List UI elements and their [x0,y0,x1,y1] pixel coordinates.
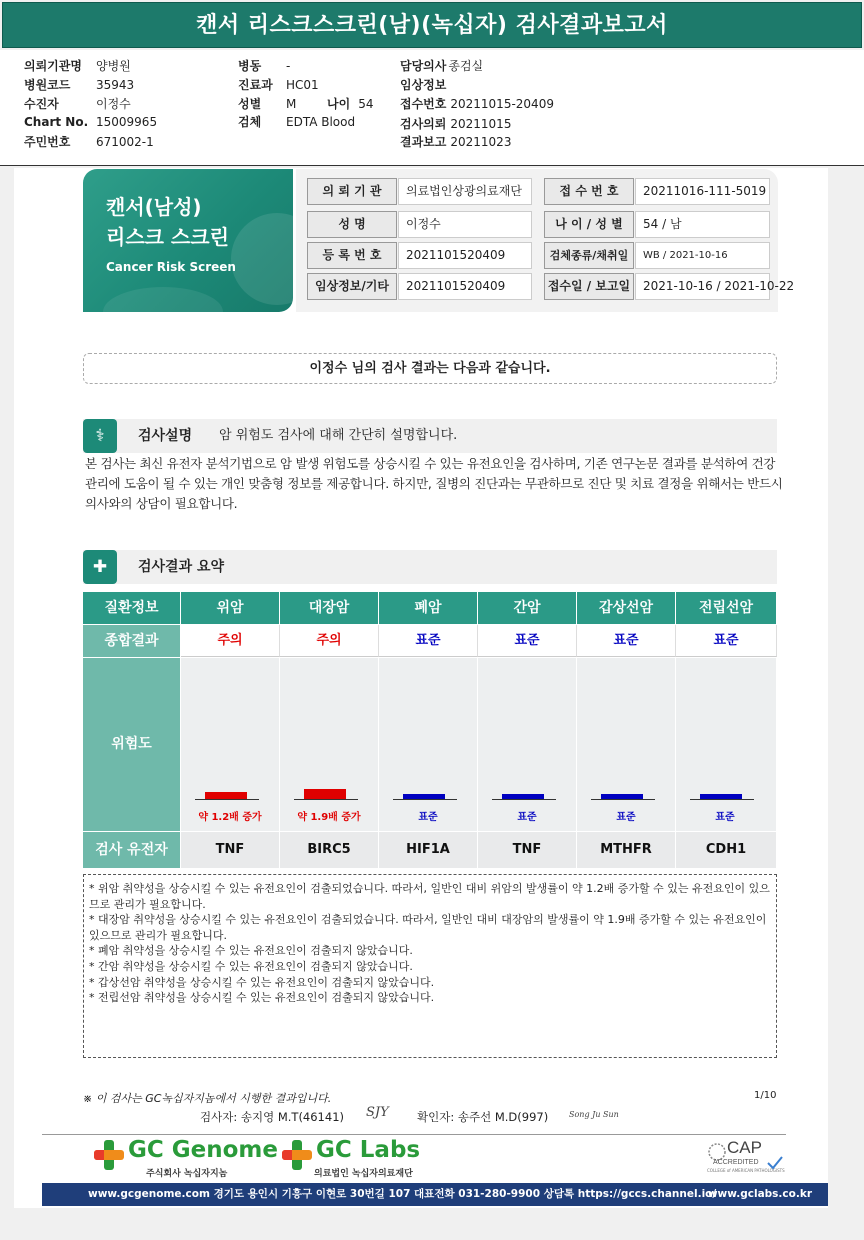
info-value: 2021101520409 [398,242,532,269]
risk-label: 약 1.9배 증가 [297,812,361,823]
gene-name: BIRC5 [280,832,379,868]
banner-decoration [103,287,223,312]
header-field-age: 나이 54 [327,97,374,111]
gene-name: TNF [181,832,280,868]
header-field: Chart No. 15009965 [24,115,158,129]
report-sheet [14,168,828,1208]
page-number: 1/10 [754,1090,777,1101]
info-label: 접 수 번 호 [544,178,634,205]
note-line: * 간암 취약성을 상승시킬 수 있는 유전요인이 검출되지 않았습니다. [89,959,413,973]
performed-by-note: ※ 이 검사는 GC녹십자지놈에서 시행한 결과입니다. [83,1092,332,1105]
footer-website-link[interactable]: www.gclabs.co.kr [707,1188,812,1200]
row-label: 위험도 [83,658,181,831]
risk-baseline [393,799,457,800]
banner-subtitle: Cancer Risk Screen [106,260,236,274]
risk-baseline [492,799,556,800]
risk-bar [403,794,445,799]
risk-bar [601,794,643,799]
info-value: 54 / 남 [635,211,770,238]
gene-name: CDH1 [676,832,777,868]
risk-baseline [690,799,754,800]
result-notes [83,874,777,1058]
info-value: 2021101520409 [398,273,532,300]
note-line: * 대장암 취약성을 상승시킬 수 있는 유전요인이 검출되었습니다. 따라서, 일반인 대비 대장암의 발생률이 약 1.9배 증가할 수 있는 유전요인이 있으므로 관리가 필요합니다. [89,913,767,942]
risk-chart-cell [577,658,676,831]
info-value: WB / 2021-10-16 [635,242,770,269]
inspector-signature: SJY [366,1105,389,1120]
table-row-disease [83,592,777,624]
inspector: 검사자: 송지영 M.T(46141) [200,1110,344,1124]
risk-chart-cell [181,658,280,831]
row-label: 종합결과 [83,625,181,657]
gene-name: MTHFR [577,832,676,868]
risk-baseline [591,799,655,800]
confirmer: 확인자: 송주선 M.D(997) [417,1110,549,1124]
risk-label: 표준 [418,812,438,823]
info-label: 임상정보/기타 [307,273,397,300]
info-label: 접수일 / 보고일 [544,273,634,300]
header-field: 병동 - [238,59,291,73]
banner-decoration [231,213,293,305]
overall-result: 표준 [577,625,676,657]
cap-subtitle: ACCREDITED [713,1159,759,1166]
info-label: 의 뢰 기 관 [307,178,397,205]
overall-result: 주의 [181,625,280,657]
result-notice: 이정수 님의 검사 결과는 다음과 같습니다. [83,353,777,384]
header-field: 접수번호 20211015-20409 [400,97,554,111]
section-explanation-header [83,419,777,453]
note-line: * 전립선암 취약성을 상승시킬 수 있는 유전요인이 검출되지 않았습니다. [89,991,435,1005]
disease-header: 전립선암 [676,592,777,624]
table-row-risk [83,658,777,831]
section-summary-header [83,550,777,584]
note-line: * 갑상선암 취약성을 상승시킬 수 있는 유전요인이 검출되지 않았습니다. [89,975,435,989]
disease-header: 위암 [181,592,280,624]
header-field: 결과보고 20211023 [400,135,512,149]
disease-header: 간암 [478,592,577,624]
report-title: 캔서 리스크스크린(남)(녹십자) 검사결과보고서 [2,2,862,48]
section-title: 검사설명 [138,428,193,444]
header-field: 주민번호 671002-1 [24,135,154,149]
section-title: 검사결과 요약 [138,559,225,575]
gene-name: TNF [478,832,577,868]
footer-divider [42,1134,786,1135]
risk-chart-cell [280,658,379,831]
overall-result: 표준 [379,625,478,657]
cap-accredited-logo [707,1140,787,1176]
gc-labs-company: 의료법인 녹십자의료재단 [314,1169,413,1179]
gc-cross-logo-icon [282,1140,312,1170]
table-row-gene [83,832,777,868]
header-field: 의뢰기관명 양병원 [24,59,131,73]
header-field: 담당의사 종검실 [400,59,484,73]
info-value: 이정수 [398,211,532,238]
gc-genome-logo: GC Genome [128,1137,278,1163]
risk-chart-cell [379,658,478,831]
cap-title: CAP [727,1138,762,1157]
risk-label: 표준 [517,812,537,823]
gc-genome-company: 주식회사 녹십자지놈 [146,1169,228,1179]
header-field: 진료과 HC01 [238,78,319,92]
overall-result: 주의 [280,625,379,657]
disease-header: 갑상선암 [577,592,676,624]
disease-header: 대장암 [280,592,379,624]
overall-result: 표준 [478,625,577,657]
risk-baseline [294,799,358,800]
footer-bar [42,1183,828,1206]
header-field: 검체 EDTA Blood [238,115,356,129]
info-label: 나 이 / 성 별 [544,211,634,238]
gene-name: HIF1A [379,832,478,868]
risk-label: 표준 [616,812,636,823]
row-label: 질환정보 [83,592,181,624]
section-subtitle: 암 위험도 검사에 대해 간단히 설명합니다. [219,428,458,443]
header-field: 임상정보 [400,78,447,92]
info-value: 20211016-111-5019 [635,178,770,205]
header-field: 수진자 이정수 [24,97,131,111]
risk-chart-cell [478,658,577,831]
info-value: 의료법인상광의료재단 [398,178,532,205]
banner-title-line1: 캔서(남성) [106,195,202,219]
info-label: 성 명 [307,211,397,238]
info-value: 2021-10-16 / 2021-10-22 [635,273,770,300]
cap-tiny: COLLEGE of AMERICAN PATHOLOGISTS [707,1168,785,1173]
footer-address: www.gcgenome.com 경기도 용인시 기흥구 이현로 30번길 107 대표전화 031-280-9900 상담톡 https://gccs.channel.io/ [88,1188,717,1200]
gc-labs-logo: GC Labs [316,1137,421,1163]
note-line: * 위암 취약성을 상승시킬 수 있는 유전요인이 검출되었습니다. 따라서, 일반인 대비 위암의 발생률이 약 1.2배 증가할 수 있는 유전요인이 있으므로 관리가 필요합니다. [89,882,770,911]
header-field: 성별 M [238,97,297,111]
info-label: 등 록 번 호 [307,242,397,269]
risk-bar [700,794,742,799]
check-mark-icon [767,1156,783,1170]
risk-baseline [195,799,259,800]
risk-chart-cell [676,658,777,831]
risk-label: 표준 [715,812,735,823]
overall-result: 표준 [676,625,777,657]
folder-plus-icon: ✚ [83,550,117,584]
header-field: 검사의뢰 20211015 [400,117,512,131]
table-row-result [83,625,777,657]
gc-cross-logo-icon [94,1140,124,1170]
note-line: * 폐암 취약성을 상승시킬 수 있는 유전요인이 검출되지 않았습니다. [89,944,413,958]
banner-title-line2: 리스크 스크린 [106,225,229,249]
risk-bar [205,792,247,799]
section-explanation-body: 본 검사는 최신 유전자 분석기법으로 암 발생 위험도를 상승시킬 수 있는 유전요인을 검사하며, 기존 연구논문 결과를 분석하여 건강 관리에 도움이 될 수 있는 개인 맞춤형 정보를 제공합니다. 하지만, 질병의 진단과는 무관하므로 진단 및 치료 결정을 위해서는 반드시 의사와의 상담이 필요합니다. [85,456,783,511]
patient-info-box [296,169,795,312]
risk-bar [304,789,346,799]
risk-label: 약 1.2배 증가 [198,812,262,823]
test-banner [83,169,293,312]
risk-bar [502,794,544,799]
header-info [0,50,864,166]
disease-header: 폐암 [379,592,478,624]
stethoscope-icon: ⚕ [83,419,117,453]
confirmer-signature: Song Ju Sun [569,1110,619,1119]
header-field: 병원코드 35943 [24,78,135,92]
row-label: 검사 유전자 [83,832,181,868]
info-label: 검체종류/채취일 [544,242,634,269]
